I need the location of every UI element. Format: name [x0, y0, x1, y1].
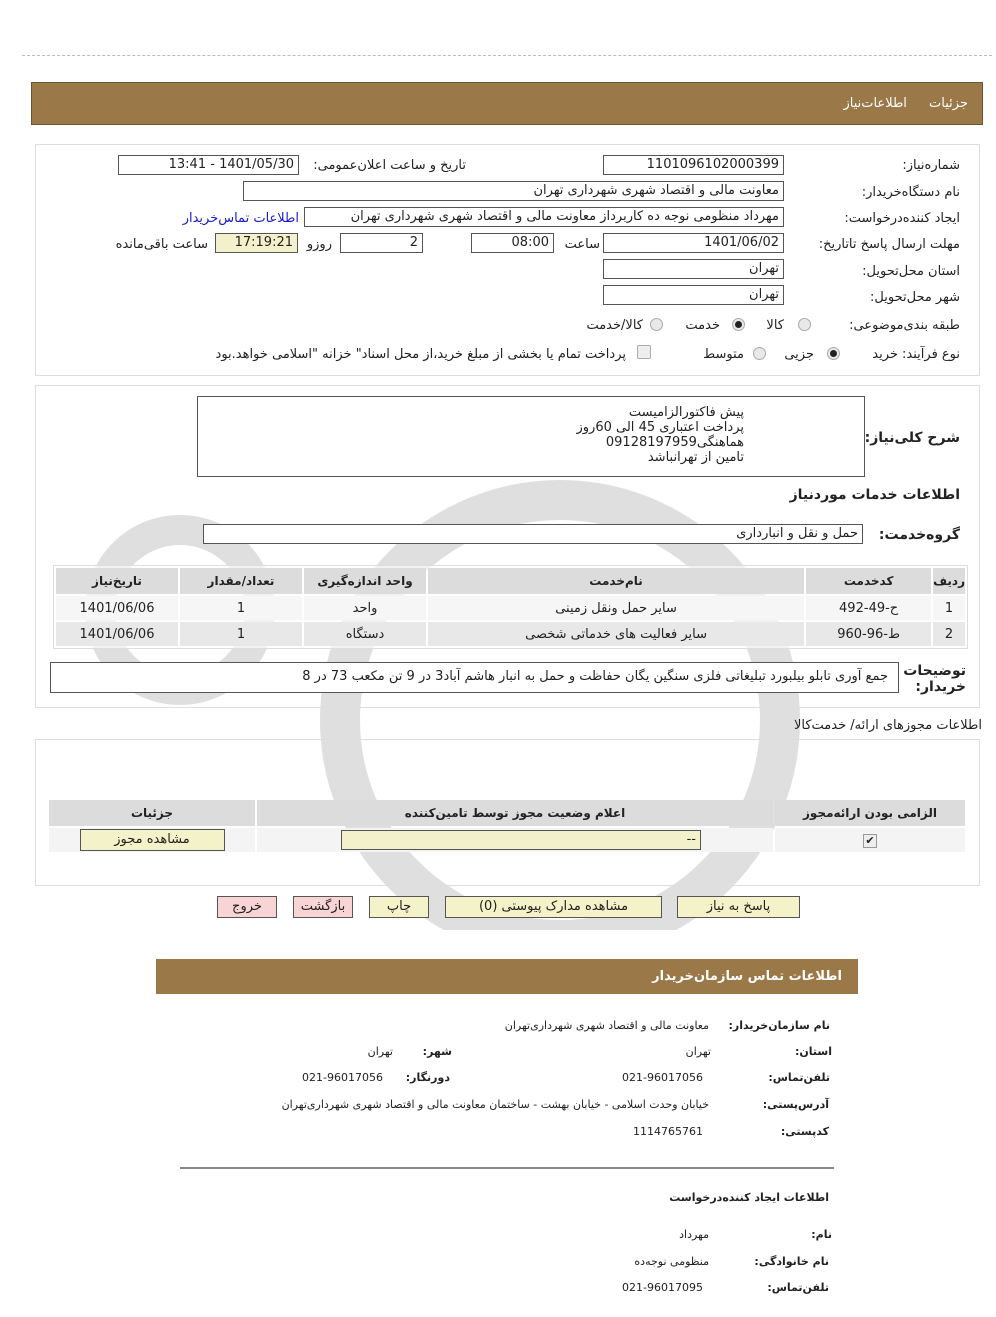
top-divider	[22, 55, 992, 56]
fax-label: دورنگار:	[405, 1071, 450, 1084]
col-unit: واحد اندازه‌گیری	[304, 568, 426, 594]
category-option-goods: کالا	[766, 318, 784, 333]
days-label: روزو	[306, 237, 332, 252]
description-line: پرداخت اعتباری 45 الی 60روز	[576, 420, 744, 435]
service-group-label: گروه‌خدمت:	[878, 527, 960, 543]
need-info-panel	[35, 144, 980, 376]
fax-value: 021-96017056	[302, 1071, 383, 1084]
category-option-service: خدمت	[685, 318, 720, 333]
permits-table	[47, 798, 967, 854]
exit-button[interactable]: خروج	[217, 896, 277, 918]
col-status: اعلام وضعیت مجوز توسط تامین‌کننده	[257, 800, 773, 826]
category-radio-goods[interactable]	[798, 318, 811, 331]
col-required: الزامی بودن ارائه‌مجوز	[775, 800, 965, 826]
buyer-notes-field: جمع آوری تابلو بیلبورد تبلیغاتی فلزی سنگین یگان حفاظت و حمل به انبار هاشم آباد3 در 9 تن مکعب 73 در 8	[50, 662, 899, 693]
postal-value: 1114765761	[633, 1125, 703, 1138]
name-label: نام:	[811, 1228, 832, 1241]
province-label-2: استان:	[795, 1045, 832, 1058]
org-value: معاونت مالی و اقتصاد شهری شهرداری‌تهران	[504, 1019, 709, 1032]
category-option-both: کالا/خدمت	[586, 318, 643, 333]
address-label: آدرس‌پستی:	[762, 1098, 829, 1111]
required-checkbox: ✔	[863, 834, 877, 848]
city-field: تهران	[603, 285, 784, 305]
process-label: نوع فرآیند: خرید	[872, 347, 960, 362]
province-field: تهران	[603, 259, 784, 279]
phone-label: تلفن‌تماس:	[768, 1071, 830, 1084]
cell: ط-96-960	[837, 626, 901, 642]
cell: 1401/06/06	[79, 600, 155, 616]
view-permit-button[interactable]: مشاهده مجوز	[80, 829, 225, 851]
services-table-wrap	[53, 565, 968, 649]
family-value: منظومی نوجه‌ده	[634, 1255, 709, 1268]
creator-info-title: اطلاعات ایجاد کننده‌درخواست	[669, 1191, 829, 1204]
buyer-label: نام دستگاه‌خریدار:	[861, 185, 960, 200]
cell: دستگاه	[345, 626, 385, 642]
name-value: مهرداد	[679, 1228, 709, 1241]
permits-table-wrap	[47, 798, 967, 854]
services-title: اطلاعات خدمات موردنیاز	[789, 487, 960, 503]
process-radio-medium[interactable]	[753, 347, 766, 360]
services-header-row	[56, 568, 965, 594]
permit-status-field: --	[341, 830, 701, 850]
buyer-contact-link[interactable]: اطلاعات تماس‌خریدار	[182, 211, 299, 226]
announce-field: 1401/05/30 - 13:41	[118, 155, 299, 175]
creator-phone-label: تلفن‌تماس:	[767, 1281, 829, 1294]
cell: ح-49-492	[839, 600, 899, 616]
buyer-notes-label: توضیحات خریدار:	[903, 663, 966, 695]
process-radio-minor[interactable]	[827, 347, 840, 360]
col-qty: تعداد/مقدار	[180, 568, 302, 594]
service-group-field: حمل و نقل و انبارداری	[203, 524, 863, 544]
deadline-time-field: 08:00	[471, 233, 554, 253]
address-value: خیابان وحدت اسلامی - خیابان بهشت - ساختمان معاونت مالی و اقتصاد شهری شهرداری‌تهران	[281, 1098, 709, 1111]
cell: 1	[236, 626, 246, 642]
province-value-2: تهران	[685, 1045, 711, 1058]
province-label: استان محل‌تحویل:	[862, 264, 960, 279]
table-row	[49, 828, 965, 852]
table-row	[56, 622, 965, 646]
phone-value: 021-96017056	[622, 1071, 703, 1084]
col-date: تاریخ‌نیاز	[56, 568, 178, 594]
attachments-button[interactable]: مشاهده مدارک پیوستی (0)	[445, 896, 662, 918]
city-value-2: تهران	[367, 1045, 393, 1058]
description-line: تامین از تهرانباشد	[647, 450, 744, 465]
process-option-medium: متوسط	[703, 347, 744, 362]
payment-checkbox[interactable]	[637, 345, 651, 359]
permits-title: اطلاعات مجوزهای ارائه/ خدمت‌کالا	[793, 718, 982, 733]
col-row: ردیف	[933, 568, 965, 594]
days-field: 2	[340, 233, 423, 253]
print-button[interactable]: چاپ	[369, 896, 429, 918]
description-line: پیش فاکتورالزامیست	[628, 405, 744, 420]
org-label: نام سازمان‌خریدار:	[728, 1019, 830, 1032]
description-line: هماهنگی09128197959	[605, 435, 744, 450]
remaining-label: ساعت باقی‌مانده	[115, 237, 208, 252]
category-radio-service[interactable]	[732, 318, 745, 331]
creator-label: ایجاد کننده‌درخواست:	[844, 211, 960, 226]
payment-note: پرداخت تمام یا بخشی از مبلغ خرید،از محل اسناد" خزانه "اسلامی خواهد.بود	[215, 347, 626, 362]
family-label: نام خانوادگی:	[754, 1255, 829, 1268]
back-button[interactable]: بازگشت	[293, 896, 353, 918]
process-option-minor: جزیی	[784, 347, 814, 362]
page-header	[31, 82, 983, 125]
contact-divider	[180, 1167, 834, 1169]
time-label: ساعت	[564, 237, 600, 252]
postal-label: کدپستی:	[780, 1125, 829, 1138]
tab-details[interactable]: جزئیات	[929, 96, 968, 111]
col-name: نام‌خدمت	[428, 568, 804, 594]
category-radio-both[interactable]	[650, 318, 663, 331]
remaining-time-field: 17:19:21	[215, 233, 298, 253]
description-label: شرح کلی‌نیاز:	[864, 430, 960, 446]
cell: سایر حمل ونقل زمینی	[555, 600, 677, 616]
buyer-field: معاونت مالی و اقتصاد شهری شهرداری تهران	[243, 181, 784, 201]
cell: 1	[236, 600, 246, 616]
need-number-label: شماره‌نیاز:	[902, 158, 960, 173]
description-box	[197, 396, 865, 477]
creator-phone-value: 021-96017095	[622, 1281, 703, 1294]
need-number-field: 1101096102000399	[603, 155, 784, 175]
tab-need-info[interactable]: اطلاعات‌نیاز	[843, 96, 907, 111]
creator-field: مهرداد منظومی نوجه ده کاربرداز معاونت مالی و اقتصاد شهری شهرداری تهران	[304, 207, 784, 227]
city-label-2: شهر:	[422, 1045, 452, 1058]
city-label: شهر محل‌تحویل:	[870, 290, 960, 305]
col-code: کدخدمت	[806, 568, 931, 594]
announce-label: تاریخ و ساعت اعلان‌عمومی:	[313, 158, 466, 173]
deadline-label: مهلت ارسال پاسخ تا‌تاریخ:	[818, 237, 960, 252]
deadline-date-field: 1401/06/02	[603, 233, 784, 253]
services-table	[54, 566, 967, 648]
table-row	[56, 596, 965, 620]
category-label: طبقه بندی‌موضوعی:	[849, 318, 960, 333]
contact-header: اطلاعات تماس سازمان‌خریدار	[156, 959, 858, 994]
col-details: جزئیات	[49, 800, 255, 826]
cell: واحد	[352, 600, 378, 616]
cell: 2	[944, 626, 954, 642]
cell: سایر فعالیت های خدماتی شخصی	[525, 626, 708, 642]
reply-button[interactable]: پاسخ به نیاز	[677, 896, 800, 918]
cell: 1401/06/06	[79, 626, 155, 642]
cell: 1	[944, 600, 954, 616]
